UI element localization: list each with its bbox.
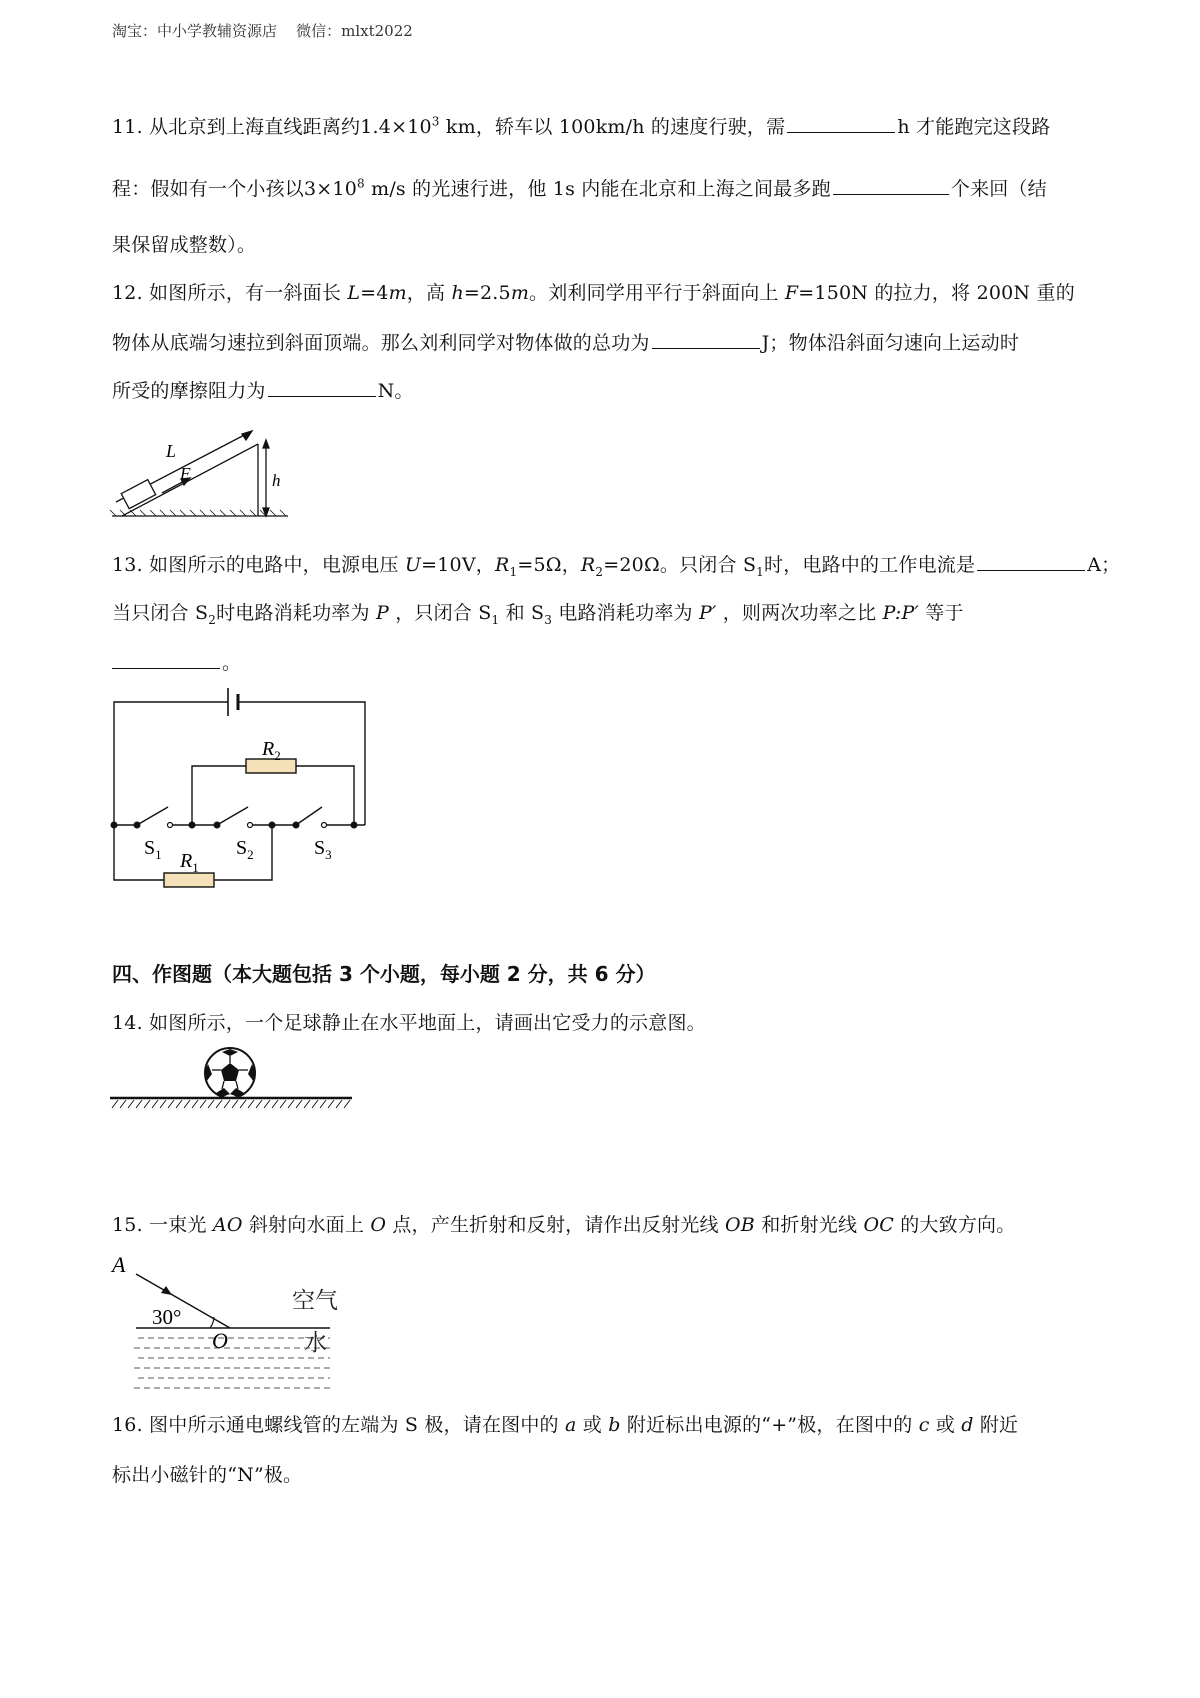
football-figure <box>108 1044 358 1114</box>
q11-distance-unit: km <box>445 116 476 138</box>
q13-var-R: R <box>580 554 596 576</box>
soccer-ball-icon <box>205 1048 255 1098</box>
q13-text: 等于 <box>925 602 964 624</box>
q16-text: 附近 <box>979 1414 1019 1436</box>
q13-text: =20Ω。只闭合 S <box>603 554 757 576</box>
q13-subscript: 3 <box>544 612 553 627</box>
q16-var-a: a <box>565 1414 577 1436</box>
q12-text: =4 <box>360 282 389 304</box>
q11-text: 个来回（结 <box>950 178 1047 200</box>
q13-var-P: P <box>375 602 389 624</box>
q12-unit-m: m <box>510 282 530 304</box>
q13-answer-blank-1[interactable] <box>977 569 1085 571</box>
label-s3-index: 3 <box>325 847 332 862</box>
label-water: 水 <box>304 1330 327 1355</box>
shop-label: 淘宝：中小学教辅资源店 <box>112 22 278 40</box>
wire-r2-right <box>296 766 354 825</box>
q13-var-P-prime: P′ <box>698 602 717 624</box>
q13-var-R: R <box>494 554 510 576</box>
section-heading: 四、作图题（本大题包括 3 个小题，每小题 2 分，共 6 分） <box>112 962 656 986</box>
q12-var-h: h <box>451 282 464 304</box>
q16-text: 16. 图中所示通电螺线管的左端为 S 极，请在图中的 <box>112 1414 559 1436</box>
q11-text: 果保留成整数）。 <box>112 234 257 256</box>
junction-dot <box>189 822 196 829</box>
height-arrowhead-top <box>263 440 269 448</box>
label-F: F <box>180 464 191 483</box>
q11-text: h 才能跑完这段路 <box>897 116 1051 138</box>
q11-text: ，轿车以 100km/h 的速度行驶，需 <box>475 116 786 138</box>
q11-answer-blank-1[interactable] <box>787 131 895 133</box>
label-s2: S <box>236 837 248 859</box>
q13-text: A； <box>1087 554 1121 576</box>
q15-var-OC: OC <box>863 1214 894 1236</box>
height-arrowhead-bottom <box>263 508 269 516</box>
wire-left-top <box>114 702 228 825</box>
q12-answer-blank-2[interactable] <box>268 395 376 397</box>
q15-text: 15. 一束光 <box>112 1214 207 1236</box>
q13-subscript: 1 <box>491 612 500 627</box>
incident-ray <box>136 1274 230 1328</box>
q11-text: 11. 从北京到上海直线距离约 <box>112 116 361 138</box>
q16-text: 或 <box>935 1414 955 1436</box>
q12-line-1 <box>112 278 1075 305</box>
q13-text: 电路消耗功率为 <box>558 602 693 624</box>
label-air: 空气 <box>292 1288 338 1313</box>
q11-distance-mantissa: 1.4×10 <box>360 116 432 138</box>
q16-line-1 <box>112 1410 1018 1437</box>
ground-hatching <box>112 1100 350 1108</box>
q14-line <box>112 1008 706 1035</box>
wechat-label: 微信：mlxt2022 <box>296 22 413 40</box>
switch-s2-contact <box>248 823 253 828</box>
q16-line-2 <box>112 1460 302 1487</box>
label-s3: S <box>314 837 326 859</box>
q15-text: 斜射向水面上 <box>248 1214 365 1236</box>
q13-var-U: U <box>404 554 422 576</box>
q12-text: 。刘利同学用平行于斜面向上 <box>529 282 779 304</box>
label-r1-index: 1 <box>192 860 199 875</box>
q12-answer-blank-1[interactable] <box>652 347 760 349</box>
q13-subscript: 2 <box>595 564 604 579</box>
q15-line <box>112 1210 1015 1237</box>
svg-text:S2 <box>236 837 254 862</box>
q11-answer-blank-2[interactable] <box>833 193 949 195</box>
q11-text: 程：假如有一个小孩以 <box>112 178 305 200</box>
svg-text:R1 <box>179 850 199 875</box>
q11-speed-mantissa: 3×10 <box>304 178 358 200</box>
q13-text: =10V， <box>421 554 495 576</box>
switch-s3-blade <box>296 807 322 825</box>
junction-dot <box>214 822 221 829</box>
angle-arc <box>210 1317 214 1328</box>
q13-line-1 <box>112 550 1120 579</box>
block-on-incline <box>121 480 155 509</box>
label-r2-index: 2 <box>274 748 281 763</box>
wire-r2-left <box>192 766 246 825</box>
q11-distance <box>360 116 476 138</box>
q11-distance-exponent: 3 <box>431 114 440 129</box>
q12-text: ，高 <box>406 282 446 304</box>
q12-unit-m: m <box>388 282 407 304</box>
q13-text: =5Ω， <box>517 554 581 576</box>
q11-speed-exponent: 8 <box>357 176 365 191</box>
circuit-figure <box>100 680 380 910</box>
page-header <box>112 20 413 41</box>
q16-var-b: b <box>608 1414 621 1436</box>
q16-var-d: d <box>961 1414 974 1436</box>
junction-dot <box>134 822 141 829</box>
incident-ray-arrowhead <box>161 1286 172 1295</box>
q15-text: 和折射光线 <box>761 1214 858 1236</box>
q12-text: =150N 的拉力，将 200N 重的 <box>798 282 1075 304</box>
q12-line-3 <box>112 376 414 403</box>
label-r1: R <box>180 850 193 872</box>
q12-text: =2.5 <box>463 282 511 304</box>
q11-line-2 <box>112 174 1047 201</box>
q12-text: 12. 如图所示，有一斜面长 <box>112 282 342 304</box>
label-s2-index: 2 <box>247 847 254 862</box>
q13-text: 当只闭合 S <box>112 602 209 624</box>
length-arrowhead <box>242 431 252 440</box>
q13-text: 和 S <box>505 602 545 624</box>
label-L: L <box>166 441 177 461</box>
q11-speed <box>304 178 406 200</box>
q12-line-2 <box>112 328 1019 355</box>
q13-subscript: 1 <box>509 564 518 579</box>
q15-text: 点，产生折射和反射，请作出反射光线 <box>392 1214 719 1236</box>
ground-hatching <box>110 510 286 516</box>
svg-text:S3 <box>314 837 332 862</box>
q12-var-F: F <box>784 282 799 304</box>
switch-s3-contact <box>322 823 327 828</box>
light-figure <box>108 1252 368 1392</box>
q13-subscript: 1 <box>756 564 764 579</box>
q13-text: 时电路消耗功率为 <box>216 602 370 624</box>
resistor-r2 <box>246 759 296 773</box>
label-A: A <box>112 1252 126 1277</box>
q11-speed-unit: m/s <box>371 178 406 200</box>
q15-var-AO: AO <box>212 1214 243 1236</box>
water-lines <box>134 1338 330 1388</box>
q15-var-O: O <box>370 1214 387 1236</box>
q11-text: 的光速行进，他 1s 内能在北京和上海之间最多跑 <box>412 178 831 200</box>
svg-text:S1 <box>144 837 162 862</box>
junction-dot <box>351 822 358 829</box>
q16-text: 或 <box>582 1414 602 1436</box>
q13-ratio: P:P′ <box>882 602 919 624</box>
label-s1: S <box>144 837 156 859</box>
q13-line-2 <box>112 598 964 627</box>
junction-dot <box>293 822 300 829</box>
q12-text: N。 <box>377 380 414 402</box>
q13-text: ，则两次功率之比 <box>722 602 877 624</box>
q15-var-OB: OB <box>725 1214 755 1236</box>
q16-text: 标出小磁针的“N”极。 <box>112 1464 303 1486</box>
q13-text: ，只闭合 S <box>395 602 492 624</box>
q12-var-L: L <box>347 282 361 304</box>
label-r2: R <box>262 738 275 760</box>
switch-s2-blade <box>217 807 248 825</box>
q11-line-1 <box>112 112 1050 139</box>
q13-text: 时，电路中的工作电流是 <box>764 554 976 576</box>
q16-text: 附近标出电源的“+”极，在图中的 <box>626 1414 913 1436</box>
q12-text: J；物体沿斜面匀速向上运动时 <box>761 332 1020 354</box>
junction-dot <box>269 822 276 829</box>
switch-s1-blade <box>137 807 168 825</box>
incline-figure <box>108 430 298 520</box>
q13-text: 13. 如图所示的电路中，电源电压 <box>112 554 399 576</box>
resistor-r1 <box>164 873 214 887</box>
q11-line-3 <box>112 230 256 257</box>
switch-s1-contact <box>168 823 173 828</box>
q14-text: 14. 如图所示，一个足球静止在水平地面上，请画出它受力的示意图。 <box>112 1012 706 1034</box>
q13-answer-blank-2[interactable] <box>112 667 220 669</box>
q16-var-c: c <box>918 1414 930 1436</box>
label-s1-index: 1 <box>155 847 162 862</box>
junction-dot <box>111 822 118 829</box>
q15-text: 的大致方向。 <box>900 1214 1016 1236</box>
label-h: h <box>272 471 281 490</box>
q13-subscript: 2 <box>208 612 217 627</box>
svg-text:R2 <box>261 738 281 763</box>
q13-text: 。 <box>222 652 242 674</box>
q12-text: 所受的摩擦阻力为 <box>112 380 266 402</box>
q12-text: 物体从底端匀速拉到斜面顶端。那么刘利同学对物体做的总功为 <box>112 332 650 354</box>
label-O: O <box>212 1328 228 1353</box>
q13-line-3 <box>112 648 241 675</box>
label-angle: 30° <box>152 1305 182 1329</box>
